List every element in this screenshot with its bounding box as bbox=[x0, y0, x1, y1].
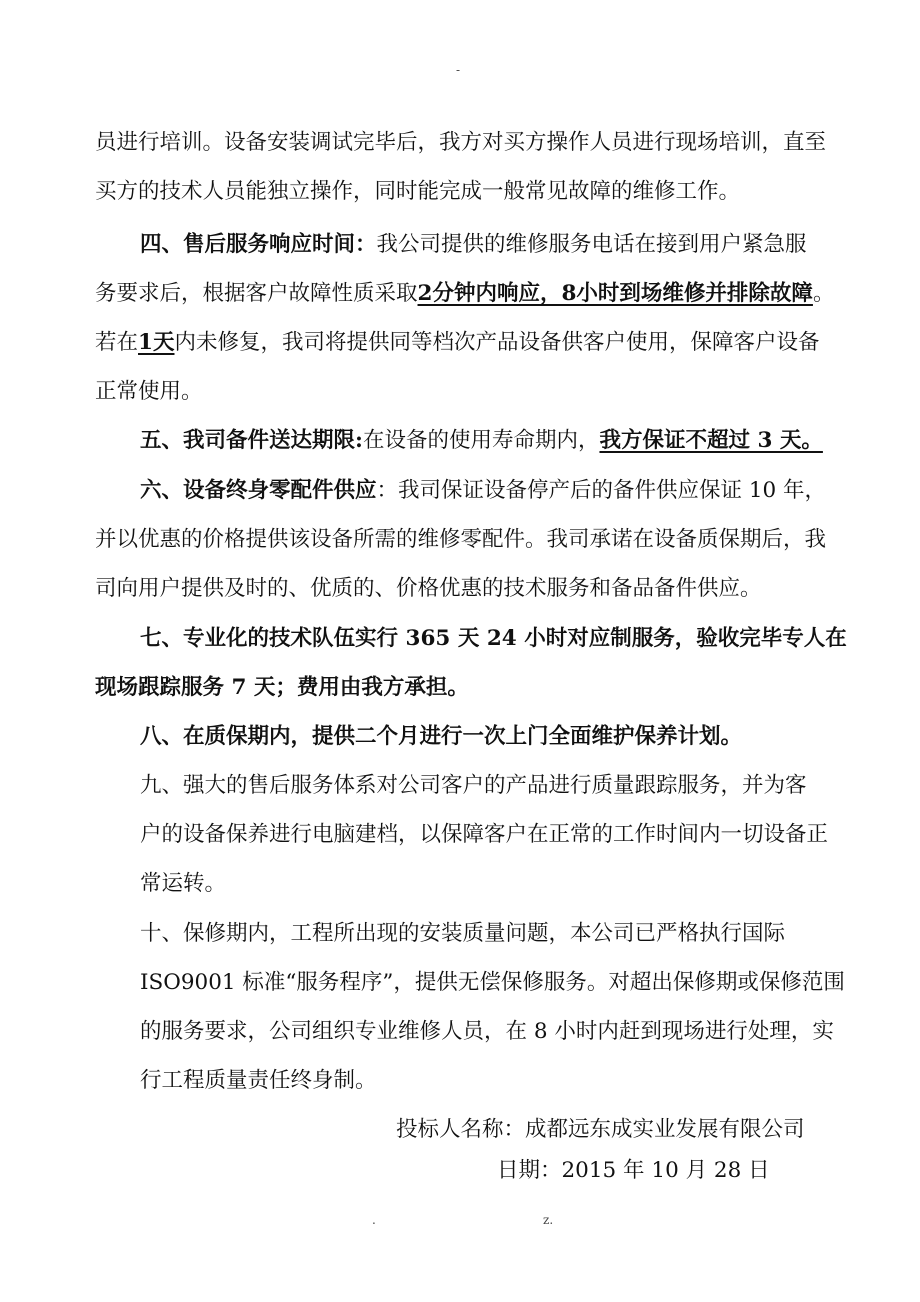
section-5-line-1 bbox=[140, 426, 823, 456]
section-4-line-3 bbox=[95, 328, 820, 358]
repair-deadline-highlight: 1天 bbox=[138, 330, 175, 355]
signature-date: 日期：2015 年 10 月 28 日 bbox=[497, 1158, 770, 1183]
section-6-heading: 六、设备终身零配件供应 bbox=[140, 478, 377, 503]
section-10-line-3: 的服务要求，公司组织专业维修人员，在 8 小时内赶到现场进行处理，实 bbox=[140, 1019, 834, 1044]
section-4-text: 务要求后，根据客户故障性质采取 bbox=[95, 281, 418, 306]
section-9-line-3: 常运转。 bbox=[140, 871, 227, 896]
section-6-text: ：我司保证设备停产后的备件供应保证 10 年， bbox=[376, 478, 827, 503]
section-4-line-1 bbox=[140, 230, 807, 260]
section-7-line-1: 七、专业化的技术队伍实行 365 天 24 小时对应制服务，验收完毕专人在 bbox=[140, 626, 847, 651]
bidder-name: 投标人名称：成都远东成实业发展有限公司 bbox=[396, 1117, 805, 1142]
footer-mark-right: z. bbox=[543, 1213, 554, 1227]
section-5-heading: 五、我司备件送达期限: bbox=[140, 428, 363, 453]
section-4-text: 若在 bbox=[95, 330, 139, 355]
section-10-line-4: 行工程质量责任终身制。 bbox=[140, 1068, 377, 1093]
section-4-text: 我公司提供的维修服务电话在接到用户紧急服 bbox=[376, 232, 807, 257]
delivery-guarantee-highlight: 我方保证不超过 3 天。 bbox=[599, 428, 823, 453]
section-4-text: 内未修复，我司将提供同等档次产品设备供客户使用，保障客户设备 bbox=[174, 330, 820, 355]
paragraph-continuation-line-1: 员进行培训。设备安装调试完毕后，我方对买方操作人员进行现场培训，直至 bbox=[95, 130, 827, 155]
section-10-line-1: 十、保修期内，工程所出现的安装质量问题，本公司已严格执行国际 bbox=[140, 921, 786, 946]
header-mark: - bbox=[456, 63, 461, 77]
section-7-line-2: 现场跟踪服务 7 天；费用由我方承担。 bbox=[95, 675, 469, 700]
section-4-line-4: 正常使用。 bbox=[95, 379, 203, 404]
section-6-line-1 bbox=[140, 476, 826, 506]
section-9-line-1: 九、强大的售后服务体系对公司客户的产品进行质量跟踪服务，并为客 bbox=[140, 773, 807, 798]
section-4-heading: 四、售后服务响应时间： bbox=[140, 232, 377, 257]
section-6-line-3: 司向用户提供及时的、优质的、价格优惠的技术服务和备品备件供应。 bbox=[95, 576, 762, 601]
footer-mark-left: . bbox=[372, 1213, 376, 1227]
paragraph-continuation-line-2: 买方的技术人员能独立操作，同时能完成一般常见故障的维修工作。 bbox=[95, 179, 741, 204]
section-6-line-2: 并以优惠的价格提供该设备所需的维修零配件。我司承诺在设备质保期后，我 bbox=[95, 527, 827, 552]
section-5-text: 在设备的使用寿命期内， bbox=[362, 428, 600, 453]
response-time-highlight: 2分钟内响应，8小时到场维修并排除故障 bbox=[417, 281, 813, 306]
section-4-line-2 bbox=[95, 279, 834, 309]
section-4-text: 。 bbox=[812, 281, 835, 306]
section-10-line-2: ISO9001 标准“服务程序”，提供无偿保修服务。对超出保修期或保修范围 bbox=[140, 970, 845, 995]
section-8-line-1: 八、在质保期内，提供二个月进行一次上门全面维护保养计划。 bbox=[140, 724, 743, 749]
section-9-line-2: 户的设备保养进行电脑建档，以保障客户在正常的工作时间内一切设备正 bbox=[140, 822, 829, 847]
